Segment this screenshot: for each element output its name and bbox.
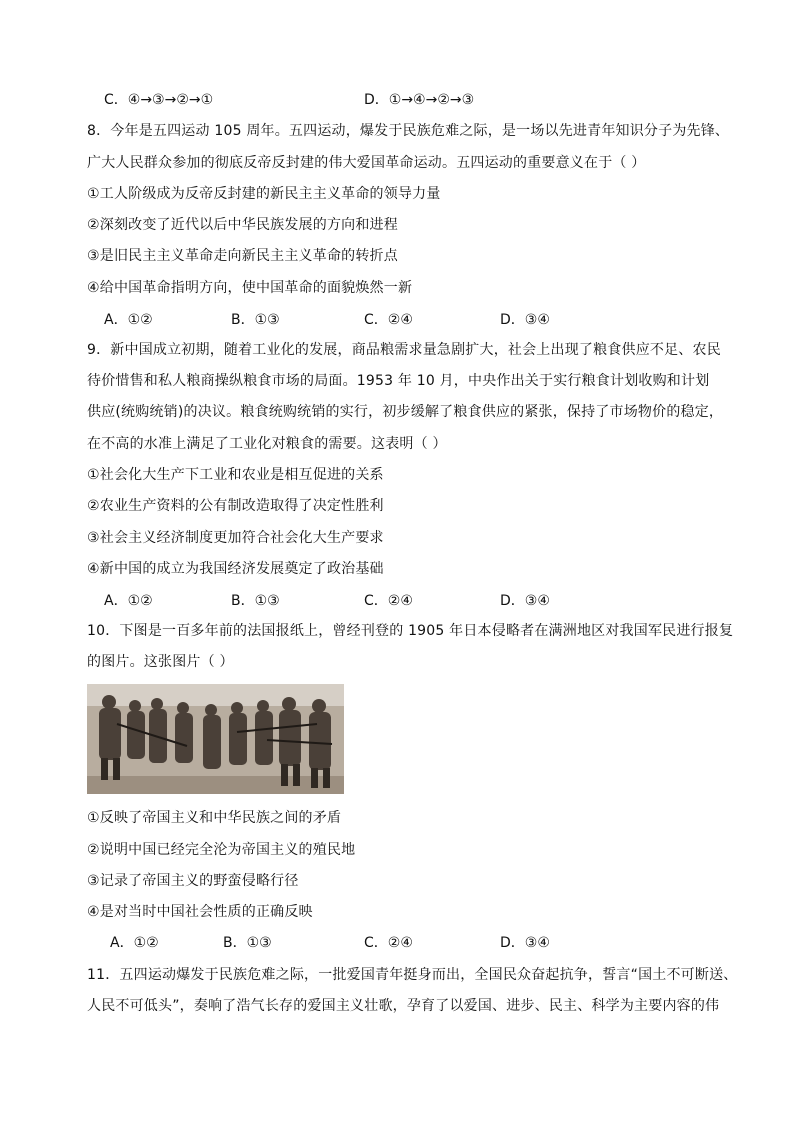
q9-stem-line-4: 在不高的水准上满足了工业化对粮食的需要。这表明（ ） xyxy=(87,436,447,452)
q10-stem-line-2: 的图片。这张图片（ ） xyxy=(87,654,234,670)
q10-item-4: ④是对当时中国社会性质的正确反映 xyxy=(87,904,313,920)
q8-option-b[interactable]: B．①③ xyxy=(231,312,280,328)
q7-option-c[interactable]: C．④→③→②→① xyxy=(104,92,214,108)
q9-option-b[interactable]: B．①③ xyxy=(231,593,280,609)
q8-item-2: ②深刻改变了近代以后中华民族发展的方向和进程 xyxy=(87,217,398,233)
q9-option-c[interactable]: C．②④ xyxy=(364,593,413,609)
q10-item-2: ②说明中国已经完全沦为帝国主义的殖民地 xyxy=(87,842,356,858)
historical-photo xyxy=(87,684,344,794)
q8-item-4: ④给中国革命指明方向，使中国革命的面貌焕然一新 xyxy=(87,280,413,296)
q9-item-4: ④新中国的成立为我国经济发展奠定了政治基础 xyxy=(87,561,384,577)
q8-stem-line-1: 8．今年是五四运动 105 周年。五四运动，爆发于民族危难之际，是一场以先进青年知识分子为先锋、 xyxy=(87,123,730,139)
q9-item-1: ①社会化大生产下工业和农业是相互促进的关系 xyxy=(87,467,384,483)
q9-option-d[interactable]: D．③④ xyxy=(500,593,550,609)
q9-stem-line-2: 待价惜售和私人粮商操纵粮食市场的局面。1953 年 10 月，中央作出关于实行粮食计划收购和计划 xyxy=(87,373,710,389)
q10-option-c[interactable]: C．②④ xyxy=(364,935,413,951)
q9-stem-line-1: 9．新中国成立初期，随着工业化的发展，商品粮需求量急剧扩大，社会上出现了粮食供应不足、农民 xyxy=(87,342,721,358)
q8-item-3: ③是旧民主主义革命走向新民主主义革命的转折点 xyxy=(87,248,398,264)
q9-item-3: ③社会主义经济制度更加符合社会化大生产要求 xyxy=(87,530,384,546)
q8-option-a[interactable]: A．①② xyxy=(104,312,153,328)
q7-option-d[interactable]: D．①→④→②→③ xyxy=(364,92,475,108)
q9-stem-line-3: 供应(统购统销)的决议。粮食统购统销的实行，初步缓解了粮食供应的紧张，保持了市场物价的稳定， xyxy=(87,404,724,420)
q10-item-1: ①反映了帝国主义和中华民族之间的矛盾 xyxy=(87,810,342,826)
q11-stem-line-2: 人民不可低头”，奏响了浩气长存的爱国主义壮歌，孕育了以爱国、进步、民主、科学为主要内容的伟 xyxy=(87,998,720,1014)
q8-option-c[interactable]: C．②④ xyxy=(364,312,413,328)
q10-option-d[interactable]: D．③④ xyxy=(500,935,550,951)
q10-stem-line-1: 10．下图是一百多年前的法国报纸上，曾经刊登的 1905 年日本侵略者在满洲地区对我国军民进行报复 xyxy=(87,623,734,639)
q11-stem-line-1: 11．五四运动爆发于民族危难之际，一批爱国青年挺身而出，全国民众奋起抗争，誓言“国土不可断送、 xyxy=(87,967,738,983)
q10-option-b[interactable]: B．①③ xyxy=(223,935,272,951)
q8-item-1: ①工人阶级成为反帝反封建的新民主主义革命的领导力量 xyxy=(87,186,441,202)
q8-option-d[interactable]: D．③④ xyxy=(500,312,550,328)
q10-option-a[interactable]: A．①② xyxy=(110,935,159,951)
historical-photo-illustration xyxy=(87,684,344,794)
q10-item-3: ③记录了帝国主义的野蛮侵略行径 xyxy=(87,873,299,889)
q8-stem-line-2: 广大人民群众参加的彻底反帝反封建的伟大爱国革命运动。五四运动的重要意义在于（ ） xyxy=(87,155,646,171)
q9-option-a[interactable]: A．①② xyxy=(104,593,153,609)
q9-item-2: ②农业生产资料的公有制改造取得了决定性胜利 xyxy=(87,498,384,514)
